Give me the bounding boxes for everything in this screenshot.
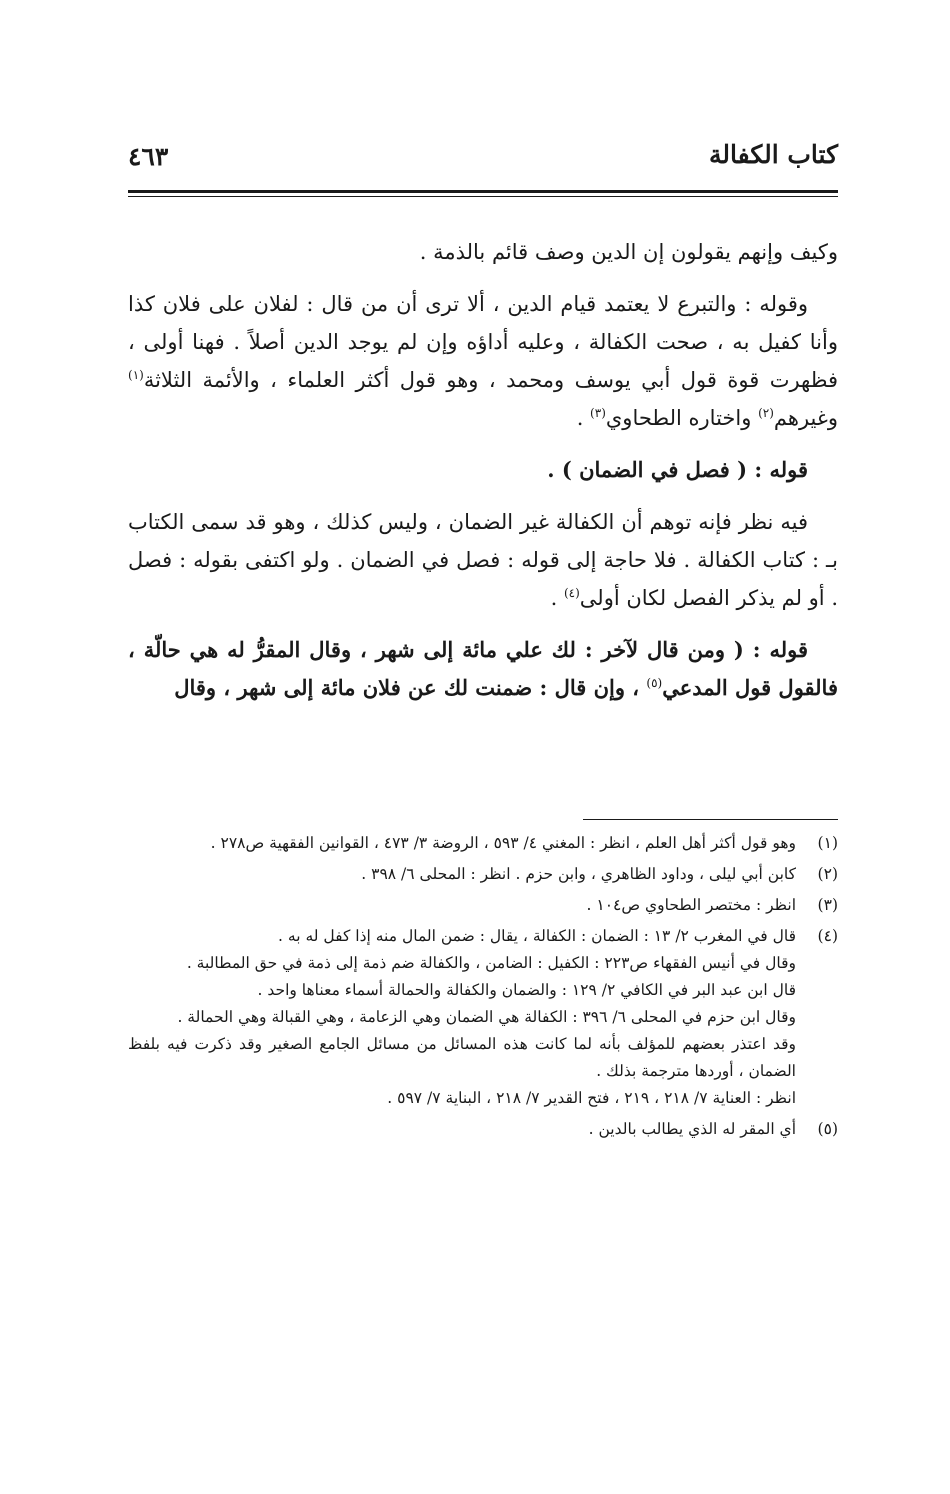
footnote-3 — [128, 892, 838, 919]
footnote-number: (٥) — [817, 1120, 838, 1138]
paragraph-2-text: وقوله : والتبرع لا يعتمد قيام الدين ، ألا ترى أن من قال : لفلان على فلان كذا وأنا كفيل به ، صحت الكفالة ، وعليه أداؤه وإن لم يوجد الدين أصلاً . فهنا أولى ، فظهرت قوة قول أبي يوسف ومحمد ، وهو قول أكثر العلماء ، والأئمة الثلاثة — [128, 292, 838, 392]
paragraph-4-bold-2: ، وإن قال : ضمنت لك عن فلان مائة إلى شهر ، وقال — [174, 675, 647, 700]
footnote-ref-4[interactable]: (٤) — [563, 586, 580, 600]
footnote-line: وقد اعتذر بعضهم للمؤلف بأنه لما كانت هذه المسائل من مسائل الجامع الصغير وقد ذكرت فيه بلفظ الضمان ، أوردها مترجمة بذلك . — [128, 1035, 796, 1080]
footnote-ref-1[interactable]: (١) — [128, 368, 144, 382]
footnote-line: وقال ابن حزم في المحلى ٦/ ٣٩٦ : الكفالة هي الضمان وهي الزعامة ، وهي القبالة وهي الحمالة . — [177, 1008, 796, 1026]
header-rule-thick — [128, 190, 838, 193]
footnotes — [128, 830, 838, 1147]
footnote-ref-3[interactable]: (٣) — [590, 406, 606, 420]
footnote-5 — [128, 1116, 838, 1143]
footnote-1 — [128, 830, 838, 857]
footnote-2 — [128, 861, 838, 888]
paragraph-4-bold-1: قوله : ( ومن قال لآخر : لك علي مائة إلى شهر ، وقال المقرُّ له هي حالّة ، فالقول قول المدعي — [128, 637, 838, 700]
footnote-line: انظر : مختصر الطحاوي ص١٠٤ . — [586, 896, 796, 914]
footnote-number: (٢) — [817, 865, 838, 883]
footnote-separator — [583, 819, 838, 820]
paragraph-1: وكيف وإنهم يقولون إن الدين وصف قائم بالذمة . — [419, 240, 838, 264]
footnote-line: كابن أبي ليلى ، وداود الظاهري ، وابن حزم . انظر : المحلى ٦/ ٣٩٨ . — [361, 865, 796, 883]
footnote-4 — [128, 923, 838, 1112]
footnote-ref-5[interactable]: (٥) — [646, 676, 663, 690]
header-rule-thin — [128, 196, 838, 197]
footnote-number: (٤) — [817, 927, 838, 945]
footnote-number: (٣) — [817, 896, 838, 914]
main-text — [128, 233, 838, 721]
footnote-line: وهو قول أكثر أهل العلم ، انظر : المغني ٤/ ٥٩٣ ، الروضة ٣/ ٤٧٣ ، القوانين الفقهية ص٢٧٨ . — [210, 834, 796, 852]
chapter-title: كتاب الكفالة — [709, 140, 838, 169]
footnote-ref-2[interactable]: (٢) — [758, 406, 774, 420]
page-number: ٤٦٣ — [128, 142, 169, 171]
footnote-line: قال ابن عبد البر في الكافي ٢/ ١٢٩ : والضمان والكفالة والحمالة أسماء معناها واحد . — [257, 981, 796, 999]
paragraph-2 — [128, 285, 838, 437]
paragraph-4 — [128, 631, 838, 707]
paragraph-2-mid: وغيرهم — [773, 406, 838, 430]
paragraph-3-end: . — [550, 586, 564, 610]
section-heading: قوله : ( فصل في الضمان ) . — [547, 457, 808, 482]
running-header — [128, 140, 838, 180]
footnote-line: انظر : العناية ٧/ ٢١٨ ، ٢١٩ ، فتح القدير ٧/ ٢١٨ ، البناية ٧/ ٥٩٧ . — [387, 1089, 796, 1107]
footnote-number: (١) — [817, 834, 838, 852]
footnote-line: أي المقر له الذي يطالب بالدين . — [588, 1120, 796, 1138]
paragraph-3-text: فيه نظر فإنه توهم أن الكفالة غير الضمان ، وليس كذلك ، وهو قد سمى الكتاب بـ : كتاب الكفالة . فلا حاجة إلى قوله : فصل في الضمان . ولو اكتفى بقوله : فصل . أو لم يذكر الفصل لكان أولى — [128, 510, 838, 610]
footnote-line: وقال في أنيس الفقهاء ص٢٢٣ : الكفيل : الضامن ، والكفالة ضم ذمة إلى ذمة في حق المطالبة . — [186, 954, 796, 972]
footnote-line: قال في المغرب ٢/ ١٣ : الضمان : الكفالة ، يقال : ضمن المال منه إذا كفل له به . — [278, 927, 796, 945]
paragraph-3 — [128, 503, 838, 617]
paragraph-2-end: . — [576, 406, 591, 430]
paragraph-2-mid2: واختاره الطحاوي — [605, 406, 759, 430]
